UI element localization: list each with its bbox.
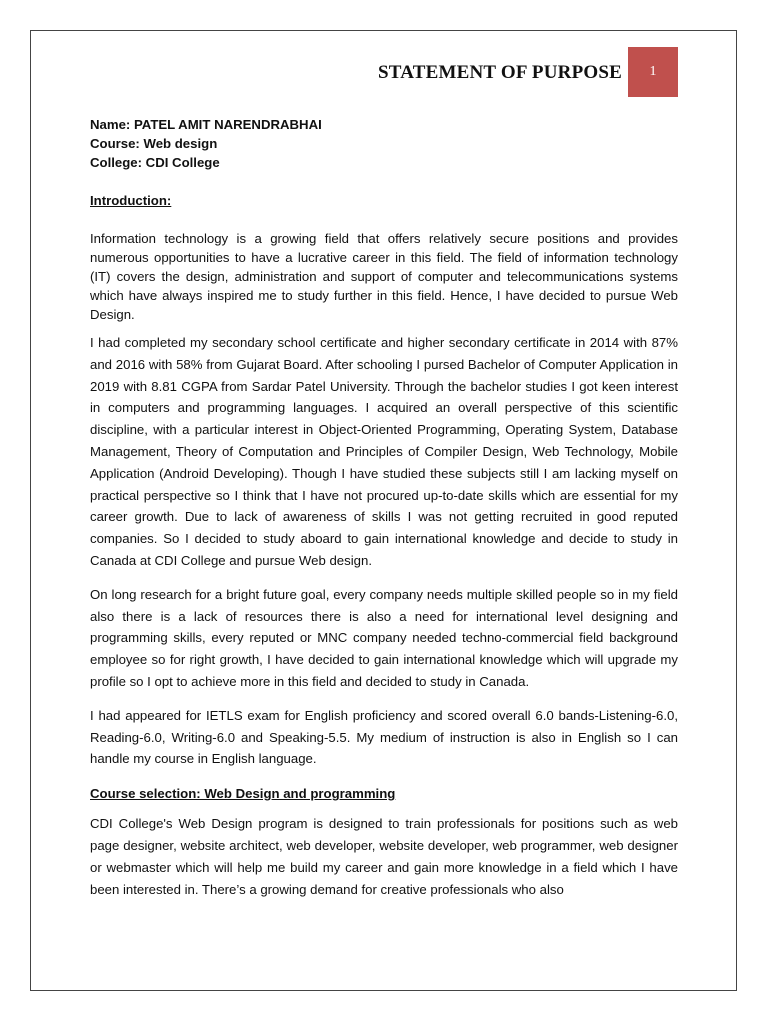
introduction-heading: Introduction: [90,193,172,208]
page-title: STATEMENT OF PURPOSE [378,62,622,83]
page-number: 1 [649,64,657,79]
page-number-badge [628,47,678,97]
student-course: Course: Web design [90,136,218,151]
student-name: Name: PATEL AMIT NARENDRABHAI [90,117,322,132]
intro-paragraph-1: Information technology is a growing field that offers relatively secure positions and provides numerous opportunities to have a lucrative career in this field. The field of information technology (IT) covers the design, administration and support of computer and telecommunications systems which have always inspired me to study further in this field. Hence, I have decided to pursue Web Design. [90,231,678,322]
document-body [90,115,678,900]
course-selection-heading: Course selection: Web Design and programming [90,786,396,802]
course-selection-paragraph: CDI College's Web Design program is designed to train professionals for positions such as web page designer, website architect, web developer, website developer, web programmer, web designer or webmaster which will help me build my career and gain more knowledge in a field which I have been interested in. There’s a growing demand for creative professionals who also [90,816,678,897]
intro-paragraph-3: On long research for a bright future goal, every company needs multiple skilled people so in my field also there is a lack of resources there is also a need for international level designing and programming skills, every reputed or MNC company needed techno-commercial field background employee so for right growth, I have decided to gain international knowledge which will upgrade my profile so I opt to achieve more in this field and decided to study in Canada. [90,586,678,689]
intro-paragraph-4: I had appeared for IETLS exam for English proficiency and scored overall 6.0 bands-Listening-6.0, Reading-6.0, Writing-6.0 and Speaking-5.5. My medium of instruction is also in English so I can handle my course in English language. [90,707,678,767]
intro-paragraph-2: I had completed my secondary school certificate and higher secondary certificate in 2014 with 87% and 2016 with 58% from Gujarat Board. After schooling I pursed Bachelor of Computer Application in 2019 with 8.81 CGPA from Sardar Patel University. Through the bachelor studies I got keen interest in computers and programming languages. I acquired an overall perspective of this scientific discipline, with a particular interest in Object-Oriented Programming, Operating System, Database Management, Theory of Computation and Principles of Compiler Design, Web Technology, Mobile Application (Android Developing). Though I have studied these subjects still I am lacking myself on practical perspective so I think that I have not procured up-to-date skills which are essential for my career growth. Due to lack of awareness of skills I was not getting recruited in good reputed companies. So I decided to study aboard to gain international knowledge and decide to study in Canada at CDI College and pursue Web design. [90,335,678,568]
student-college: College: CDI College [90,155,220,170]
student-details [90,115,678,172]
